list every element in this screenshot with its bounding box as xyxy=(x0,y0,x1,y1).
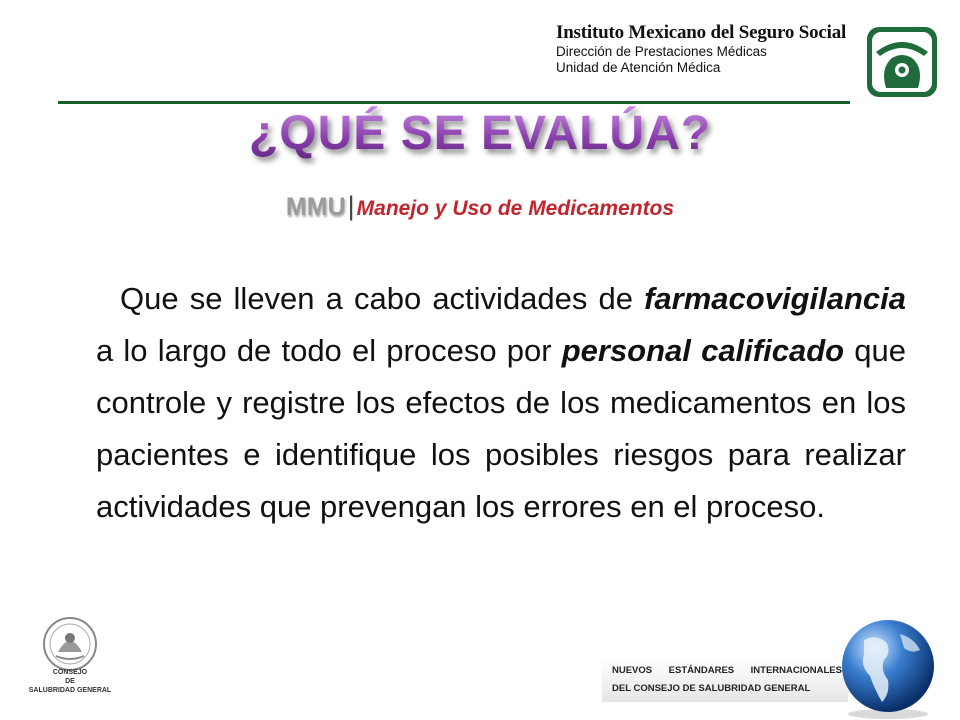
department-name: Dirección de Prestaciones Médicas xyxy=(556,44,767,59)
imss-logo-icon xyxy=(866,26,938,98)
subtitle xyxy=(0,190,960,227)
subtitle-abbreviation: MMU xyxy=(285,193,346,221)
standards-line1 xyxy=(612,665,842,676)
page-title: ¿QUÉ SE EVALÚA? xyxy=(0,104,960,164)
subtitle-separator: | xyxy=(347,191,355,221)
standards-word-1: NUEVOS xyxy=(612,665,653,676)
mexican-seal-icon xyxy=(22,614,118,714)
body-emphasis-farmacovigilancia: farmacovigilancia xyxy=(644,281,906,316)
body-paragraph xyxy=(96,273,906,533)
institution-name: Instituto Mexicano del Seguro Social xyxy=(556,22,847,43)
subtitle-name: Manejo y Uso de Medicamentos xyxy=(356,197,675,220)
body-text-part2: a lo largo de todo el proceso por xyxy=(96,333,562,368)
globe-icon xyxy=(830,610,940,720)
seal-caption: CONSEJO DE SALUBRIDAD GENERAL xyxy=(28,669,112,694)
standards-line2: DEL CONSEJO DE SALUBRIDAD GENERAL xyxy=(612,683,811,694)
standards-word-2: ESTÁNDARES xyxy=(668,665,735,676)
body-text-part3: que controle y registre los efectos de los medicamentos en los pacientes e identifique los posibles riesgos para realizar actividades que prevengan los errores en el proceso. xyxy=(96,333,906,524)
body-text-part1: Que se lleven a cabo actividades de xyxy=(120,281,645,316)
institution-header xyxy=(556,22,866,76)
standards-word-3: INTERNACIONALES xyxy=(750,665,842,676)
unit-name: Unidad de Atención Médica xyxy=(556,60,721,75)
body-emphasis-personal: personal calificado xyxy=(561,333,845,368)
